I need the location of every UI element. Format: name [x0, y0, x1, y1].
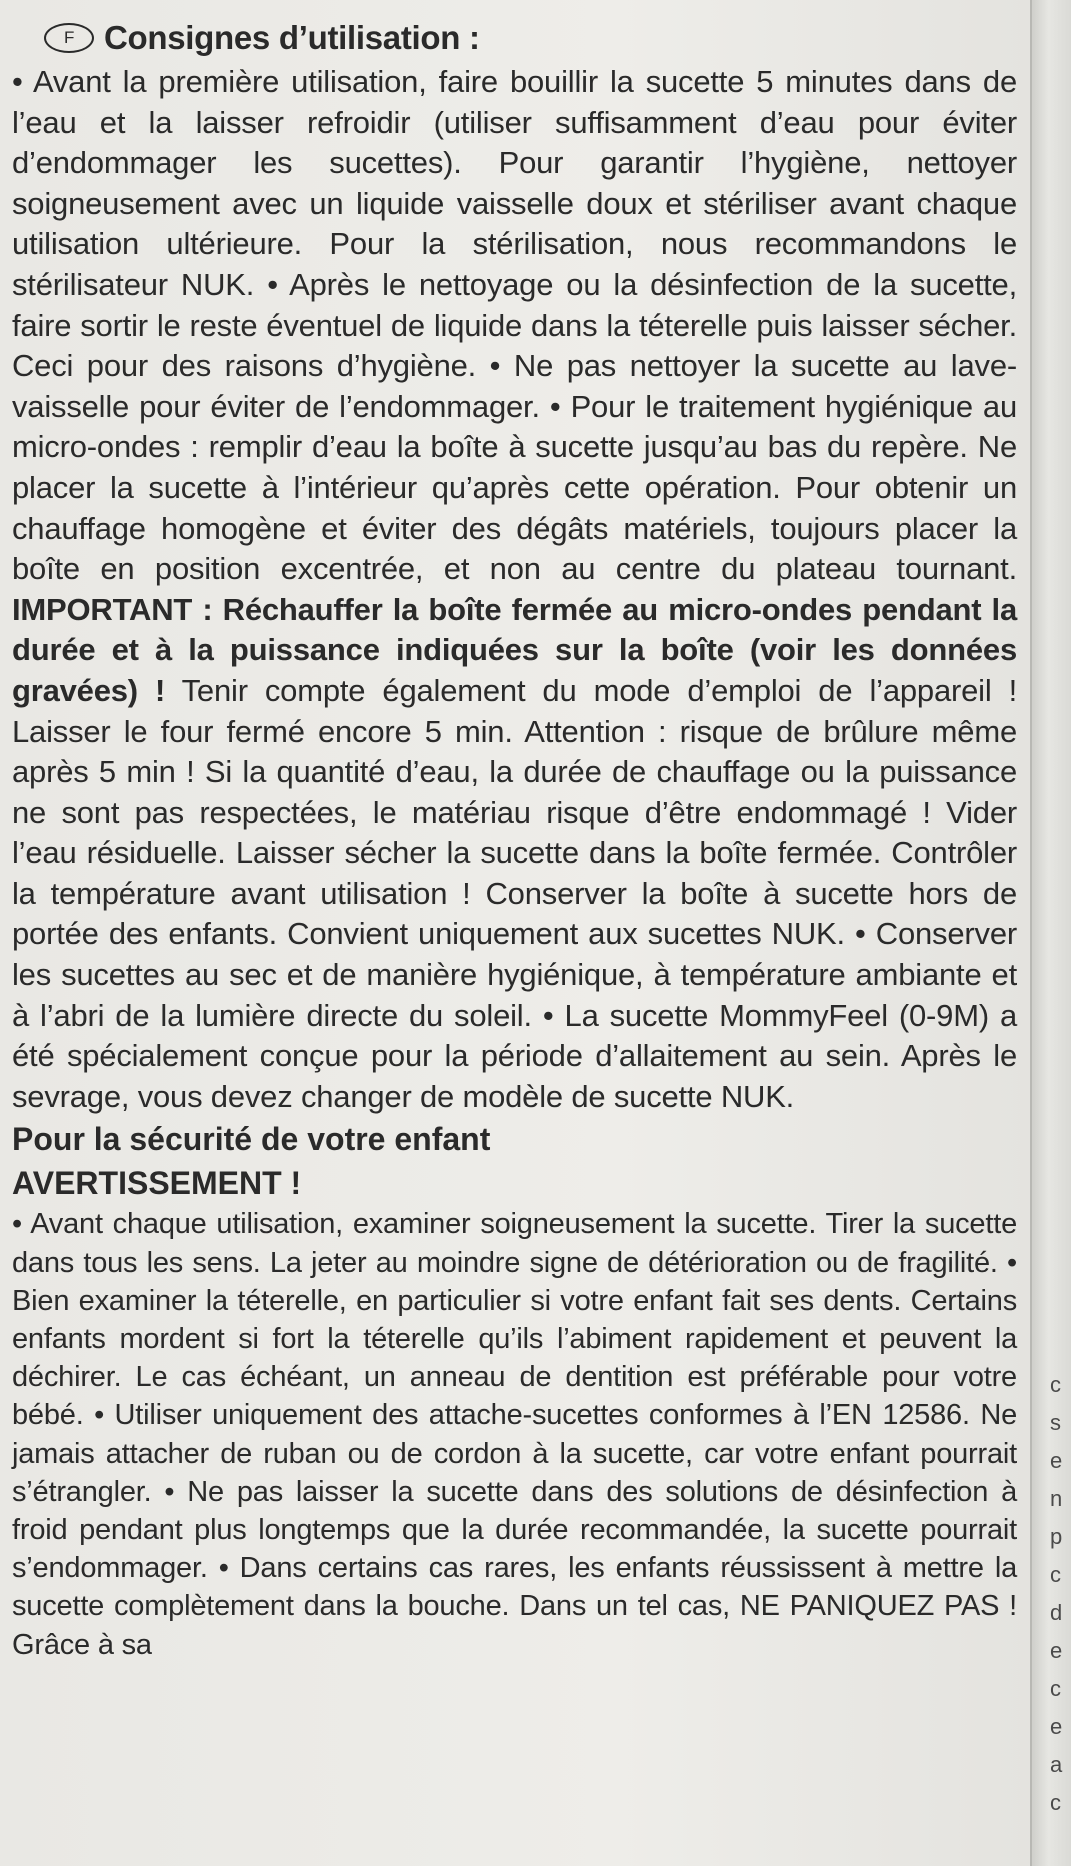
edge-letter: e — [1050, 1714, 1063, 1739]
leaflet-content — [12, 14, 1017, 1664]
edge-letter: n — [1050, 1486, 1063, 1511]
usage-instructions-paragraph — [12, 62, 1017, 1117]
important-notice: IMPORTANT : Réchauffer la boîte fermée au micro-ondes pendant la durée et à la puissance indiquées sur la boîte (voir les données gravées) ! — [12, 591, 1017, 708]
instructions-heading — [50, 14, 1017, 62]
warning-paragraph: • Avant chaque utilisation, examiner soigneusement la sucette. Tirer la sucette dans tous les sens. La jeter au moindre signe de détérioration ou de fragilité. • Bien examiner la téterelle, en particulier si votre enfant fait ses dents. Certains enfants mordent si fort la téterelle qu’ils l’abiment rapidement et peuvent la déchirer. Le cas échéant, un anneau de dentition est préférable pour votre bébé. • Utiliser uniquement des attache-sucettes conformes à l’EN 12586. Ne jamais attacher de ruban ou de cordon à la sucette, car votre enfant pourrait s’étrangler. • Ne pas laisser la sucette dans des solutions de désinfection à froid pendant plus longtemps que la durée recommandée, la sucette pourrait s’endommager. • Dans certains cas rares, les enfants réussissent à mettre la sucette complètement dans la bouche. Dans un tel cas, NE PANIQUEZ PAS ! Grâce à sa — [12, 1208, 1017, 1661]
adjacent-page-edge — [1030, 0, 1071, 1866]
usage-text-part1: • Avant la première utilisation, faire bouillir la sucette 5 minutes dans de l’eau et la laisser refroidir (utiliser suffisamment d’eau pour éviter d’endommager les sucettes). Pour garantir l’hygiène, nettoyer soigneusement avec un liquide vaisselle doux et stériliser avant chaque utilisation ultérieure. Pour la stérilisation, nous recommandons le stérilisateur NUK. • Après le nettoyage ou la désinfection de la sucette, faire sortir le reste éventuel de liquide dans la téterelle puis laisser sécher. Ceci pour des raisons d’hygiène. • Ne pas nettoyer la sucette au lave-vaisselle pour éviter de l’endommager. • Pour le traitement hygiénique au micro-ondes : remplir d’eau la boîte à sucette jusqu’au bas du repère. Ne placer la sucette à l’intérieur qu’après cette opération. Pour obtenir un chauffage homogène et éviter des dégâts matériels, toujours placer la boîte en position excentrée, et non au centre du plateau tournant. — [12, 64, 1017, 587]
edge-letter: c — [1050, 1676, 1061, 1701]
edge-letter: c — [1050, 1562, 1061, 1587]
edge-letter: d — [1050, 1600, 1063, 1625]
instructions-title: Consignes d’utilisation : — [104, 19, 480, 56]
child-safety-heading: Pour la sécurité de votre enfant — [12, 1121, 491, 1158]
edge-letter: a — [1050, 1752, 1063, 1777]
edge-letter: p — [1050, 1524, 1063, 1549]
edge-letter: e — [1050, 1638, 1063, 1663]
language-badge-icon: F — [44, 23, 94, 53]
edge-letter: c — [1050, 1790, 1061, 1815]
edge-letter: s — [1050, 1410, 1061, 1435]
edge-letter: e — [1050, 1448, 1063, 1473]
usage-text-part2: Tenir compte également du mode d’emploi de l’appareil ! Laisser le four fermé encore 5 min. Attention : risque de brûlure même après 5 min ! Si la quantité d’eau, la durée de chauffage ou la puissance ne sont pas respectées, le matériau risque d’être endommagé ! Vider l’eau résiduelle. Laisser sécher la sucette dans la boîte fermée. Contrôler la température avant utilisation ! Conserver la boîte à sucette hors de portée des enfants. Convient uniquement aux sucettes NUK. • Conserver les sucettes au sec et de manière hygiénique, à température ambiante et à l’abri de la lumière directe du soleil. • La sucette MommyFeel (0-9M) a été spécialement conçue pour la période d’allaitement au sein. Après le sevrage, vous devez changer de modèle de sucette NUK. — [12, 672, 1017, 1114]
edge-letter: c — [1050, 1372, 1061, 1397]
warning-heading: AVERTISSEMENT ! — [12, 1165, 302, 1202]
